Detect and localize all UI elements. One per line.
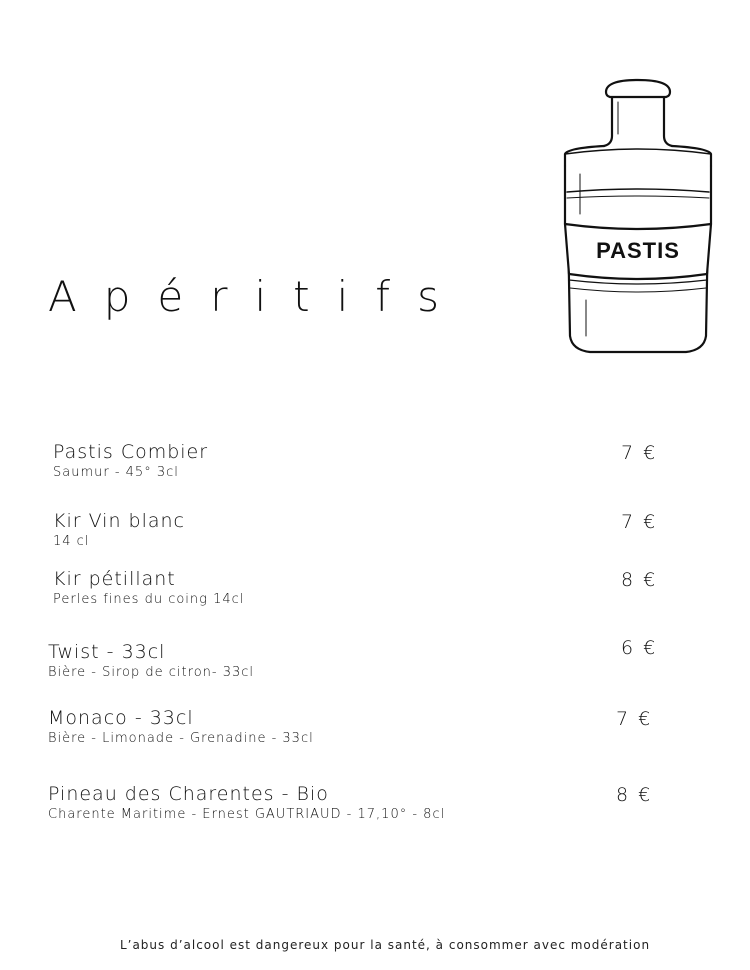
item-name: Pineau des Charentes - Bio <box>48 783 329 805</box>
item-name: Kir pétillant <box>53 568 176 590</box>
item-description: 14 cl <box>53 534 90 549</box>
item-name: Pastis Combier <box>53 441 209 463</box>
health-warning-footer: L’abus d’alcool est dangereux pour la santé, à consommer avec modération <box>119 938 651 952</box>
item-description: Bière - Sirop de citron- 33cl <box>48 665 255 680</box>
pastis-bottle-icon <box>560 74 716 356</box>
menu-item <box>53 568 244 609</box>
menu-item <box>48 707 314 748</box>
menu-item <box>48 641 254 682</box>
item-price: 8 € <box>616 784 653 806</box>
menu-item <box>48 783 445 824</box>
item-price: 7 € <box>616 708 653 730</box>
item-description: Saumur - 45° 3cl <box>53 465 179 480</box>
item-name: Kir Vin blanc <box>53 510 186 532</box>
page-title: Apéritifs <box>48 272 466 321</box>
item-price: 7 € <box>621 442 658 464</box>
menu-item <box>53 510 185 551</box>
item-price: 7 € <box>621 511 658 533</box>
item-name: Monaco - 33cl <box>48 707 194 729</box>
menu-item <box>53 441 208 482</box>
item-name: Twist - 33cl <box>48 641 166 663</box>
item-description: Bière - Limonade - Grenadine - 33cl <box>48 731 314 746</box>
item-price: 6 € <box>621 637 658 659</box>
bottle-label: PASTIS <box>596 238 680 263</box>
item-price: 8 € <box>621 569 658 591</box>
item-description: Perles fines du coing 14cl <box>53 592 245 607</box>
item-description: Charente Maritime - Ernest GAUTRIAUD - 17,10° - 8cl <box>48 807 446 822</box>
